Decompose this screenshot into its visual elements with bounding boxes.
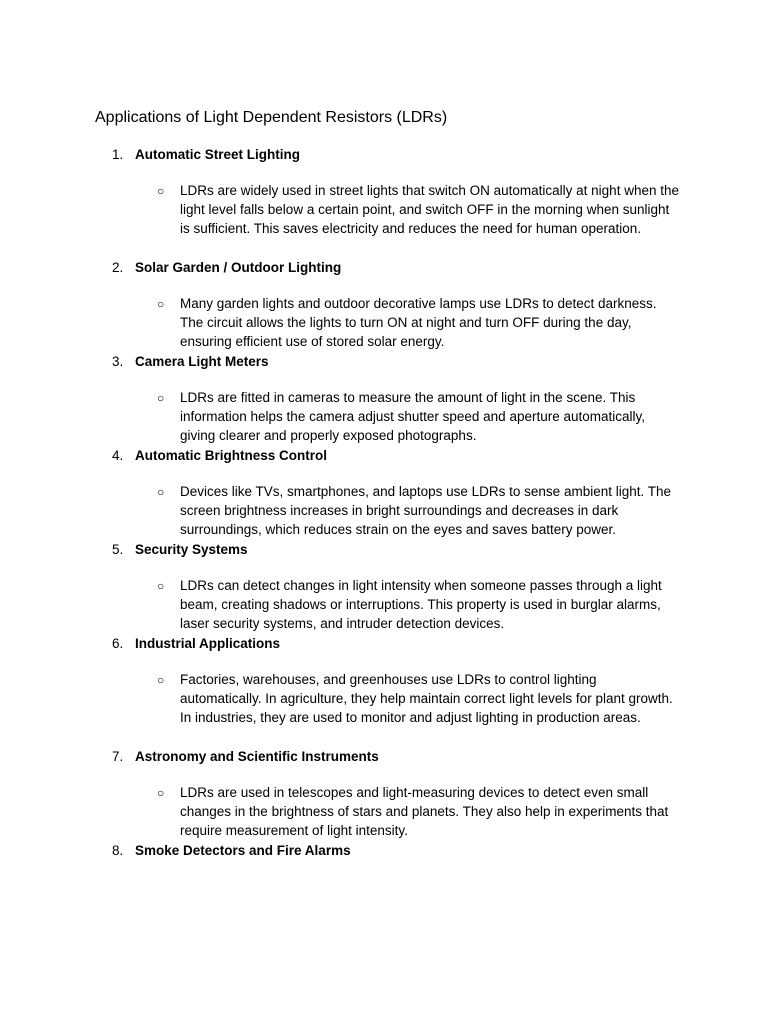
item-body: Devices like TVs, smartphones, and laptops use LDRs to sense ambient light. The screen brightness increases in bright surroundings and decreases in dark surroundings, which reduces strain on the eyes and saves battery power. bbox=[180, 484, 672, 537]
item-heading: Solar Garden / Outdoor Lighting bbox=[135, 260, 342, 275]
bullet-circle-icon: ○ bbox=[157, 786, 165, 800]
item-body: Factories, warehouses, and greenhouses use LDRs to control lighting automatically. In agriculture, they help maintain correct light levels for plant growth. In industries, they are used to monitor and adjust lighting in production areas. bbox=[180, 672, 673, 725]
item-body: LDRs are fitted in cameras to measure the amount of light in the scene. This information helps the camera adjust shutter speed and aperture automatically, giving clearer and properly exposed photographs. bbox=[180, 390, 646, 443]
item-number: 2. bbox=[112, 260, 124, 275]
bullet-circle-icon: ○ bbox=[157, 391, 165, 405]
bullet-circle-icon: ○ bbox=[157, 485, 165, 499]
item-number: 1. bbox=[112, 147, 124, 162]
item-number: 4. bbox=[112, 448, 124, 463]
bullet-circle-icon: ○ bbox=[157, 673, 165, 687]
item-heading: Camera Light Meters bbox=[135, 354, 269, 369]
item-body: Many garden lights and outdoor decorative lamps use LDRs to detect darkness. The circuit allows the lights to turn ON at night and turn OFF during the day, ensuring efficient use of stored solar energy. bbox=[180, 296, 657, 349]
bullet-circle-icon: ○ bbox=[157, 297, 165, 311]
item-body: LDRs can detect changes in light intensity when someone passes through a light beam, creating shadows or interruptions. This property is used in burglar alarms, laser security systems, and intruder detection devices. bbox=[180, 578, 662, 631]
item-number: 6. bbox=[112, 636, 124, 651]
bullet-circle-icon: ○ bbox=[157, 579, 165, 593]
item-heading: Automatic Street Lighting bbox=[135, 147, 300, 162]
document-title: Applications of Light Dependent Resistors (LDRs) bbox=[95, 109, 448, 126]
item-number: 5. bbox=[112, 542, 124, 557]
item-number: 7. bbox=[112, 749, 124, 764]
bullet-circle-icon: ○ bbox=[157, 184, 165, 198]
item-number: 8. bbox=[112, 843, 124, 858]
item-body: LDRs are used in telescopes and light-measuring devices to detect even small changes in the brightness of stars and planets. They also help in experiments that require measurement of light intensity. bbox=[180, 785, 669, 838]
item-heading: Smoke Detectors and Fire Alarms bbox=[135, 843, 351, 858]
item-number: 3. bbox=[112, 354, 124, 369]
item-heading: Astronomy and Scientific Instruments bbox=[135, 749, 379, 764]
item-heading: Security Systems bbox=[135, 542, 248, 557]
item-heading: Industrial Applications bbox=[135, 636, 281, 651]
item-body: LDRs are widely used in street lights that switch ON automatically at night when the light level falls below a certain point, and switch OFF in the morning when sunlight is sufficient. This saves electricity and reduces the need for human operation. bbox=[180, 183, 679, 236]
item-heading: Automatic Brightness Control bbox=[135, 448, 328, 463]
